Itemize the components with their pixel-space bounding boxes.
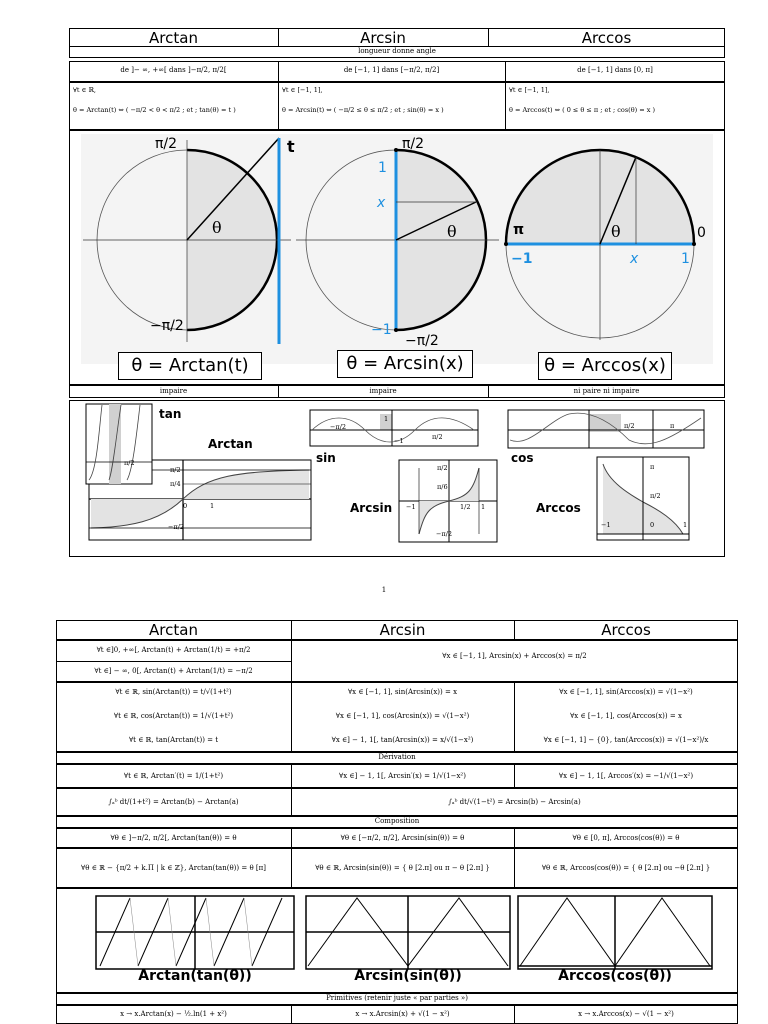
trig-arctan-sin: ∀t ∈ ℝ, sin(Arctan(t)) = t/√(1+t²)	[115, 688, 232, 696]
derivative-arccos: ∀x ∈] − 1, 1[, Arccos′(x) = −1/√(1−x²)	[558, 772, 694, 780]
arcsin-sin-plot	[306, 896, 510, 969]
cos-tick-pi: π	[670, 422, 675, 430]
composition-arcsin-a: ∀θ ∈ [−π/2, π/2], Arcsin(sin(θ)) = θ	[340, 834, 465, 842]
composition-title: Composition	[374, 817, 420, 825]
arccos-tick-pi2: π/2	[650, 492, 661, 500]
arccos-x-label: x	[630, 251, 639, 267]
arctan-theta-label: θ	[212, 218, 222, 237]
arccos-tick-0: 0	[650, 521, 655, 529]
p2-header-arcsin: Arcsin	[379, 621, 426, 639]
integral-arcsin: ∫ₐᵇ dt/√(1−t²) = Arcsin(b) − Arcsin(a)	[448, 798, 581, 806]
primitive-arccos: x → x.Arccos(x) − √(1 − x²)	[578, 1010, 674, 1018]
arctan-tick-mpi2: −π/2	[168, 523, 185, 531]
def-arccos-l2: θ = Arccos(t) ⇔ ( 0 ≤ θ ≤ π ; et ; cos(θ) = x )	[509, 106, 655, 114]
arcsin-theta-label: θ	[447, 222, 457, 241]
derivative-arctan: ∀t ∈ ℝ, Arctan′(t) = 1/(1+t²)	[123, 772, 224, 780]
def-arctan-l1: ∀t ∈ ℝ,	[73, 86, 96, 94]
subtitle: longueur donne angle	[358, 47, 436, 55]
arctan-tick-pi2: π/2	[170, 466, 181, 474]
sin-tick-m1: −1	[394, 437, 404, 445]
composition-arctan-a: ∀θ ∈ ]−π/2, π/2[, Arctan(tan(θ)) = θ	[110, 834, 237, 842]
caption-arcsin-sin: Arcsin(sin(θ))	[354, 968, 462, 984]
parity-arctan: impaire	[159, 387, 188, 395]
parity-arcsin: impaire	[369, 387, 397, 395]
sin-tick-mpi2: −π/2	[330, 423, 347, 431]
trig-arccos-cos: ∀x ∈ [−1, 1], cos(Arccos(x)) = x	[570, 712, 682, 720]
arccos-graph	[597, 457, 689, 540]
caption-arctan: θ = Arctan(t)	[118, 352, 262, 380]
identity-arctan-neg: ∀t ∈] − ∞, 0[, Arctan(t) + Arctan(1/t) = −π/2	[94, 667, 253, 675]
cos-graph	[508, 410, 704, 448]
arcsin-tick-half: 1/2	[460, 503, 471, 511]
arcsin-tick-m1: −1	[406, 503, 416, 511]
identity-arcsin-arccos: ∀x ∈ [−1, 1], Arcsin(x) + Arccos(x) = π/2	[442, 652, 587, 660]
p2-header-arccos: Arccos	[601, 621, 651, 639]
primitive-arcsin: x → x.Arcsin(x) + √(1 − x²)	[355, 1010, 450, 1018]
p2-header-arctan: Arctan	[149, 621, 198, 639]
arctan-tick-pi4: π/4	[170, 480, 181, 488]
label-arctan: Arctan	[208, 437, 253, 451]
caption-arccos-cos: Arccos(cos(θ))	[558, 968, 672, 984]
arctan-t-label: t	[287, 137, 295, 156]
arcsin-tick-pi2: π/2	[437, 464, 448, 472]
derivation-title: Dérivation	[378, 753, 416, 761]
cos-tick-pi2: π/2	[624, 422, 635, 430]
arcsin-bottom-label: −π/2	[405, 333, 439, 349]
arccos-zero-label: 0	[697, 225, 706, 241]
arcsin-tick-1: 1	[481, 503, 486, 511]
header-arccos: Arccos	[581, 29, 632, 47]
arccos-pi-label: π	[513, 222, 525, 238]
arccos-cos-plot	[518, 896, 712, 969]
arccos-tick-1: 1	[683, 521, 688, 529]
parity-arccos: ni paire ni impaire	[573, 387, 640, 395]
trig-arcsin-tan: ∀x ∈] − 1, 1[, tan(Arcsin(x)) = x/√(1−x²)	[331, 736, 474, 744]
label-tan: tan	[159, 407, 182, 421]
arctan-bottom-label: −π/2	[150, 318, 184, 334]
label-arcsin: Arcsin	[350, 501, 393, 515]
domain-arccos: de [−1, 1] dans [0, π]	[577, 66, 653, 74]
def-arccos-l1: ∀t ∈ [−1, 1],	[509, 86, 550, 94]
label-arccos: Arccos	[536, 501, 581, 515]
composition-arccos-a: ∀θ ∈ [0, π], Arccos(cos(θ)) = θ	[572, 834, 680, 842]
arcsin-top-label: π/2	[402, 136, 425, 152]
arccos-tick-pi: π	[650, 463, 655, 471]
caption-arcsin: θ = Arcsin(x)	[337, 350, 473, 378]
def-arctan-l2: θ = Arctan(t) ⇔ ( −π/2 < θ < π/2 ; et ; tan(θ) = t )	[73, 106, 236, 114]
composition-arccos-b: ∀θ ∈ ℝ, Arccos(cos(θ)) = { θ [2.π] ou −θ [2.π] }	[541, 864, 711, 872]
arcsin-tick-pi6: π/6	[437, 483, 448, 491]
primitives-title: Primitives (retenir juste « par parties »)	[326, 994, 468, 1002]
integral-arctan: ∫ₐᵇ dt/(1+t²) = Arctan(b) − Arctan(a)	[108, 798, 239, 806]
domain-arcsin: de [−1, 1] dans [−π/2, π/2]	[343, 66, 440, 74]
tan-graph	[86, 404, 152, 484]
tan-tick: π/2	[124, 459, 135, 467]
arccos-one-label: 1	[681, 251, 690, 267]
sin-tick-pi2: π/2	[432, 433, 443, 441]
identity-arctan-pos: ∀t ∈]0, +∞[, Arctan(t) + Arctan(1/t) = +π/2	[96, 646, 251, 654]
trig-arcsin-sin: ∀x ∈ [−1, 1], sin(Arcsin(x)) = x	[347, 688, 458, 696]
composition-arctan-b: ∀θ ∈ ℝ − {π/2 + k.Π | k ∈ ℤ}, Arctan(tan(θ)) = θ [π]	[81, 864, 266, 872]
def-arcsin-l1: ∀t ∈ [−1, 1],	[282, 86, 323, 94]
arctan-top-label: π/2	[155, 136, 178, 152]
derivative-arcsin: ∀x ∈] − 1, 1[, Arcsin′(x) = 1/√(1−x²)	[339, 772, 466, 780]
arctan-tan-plot	[96, 896, 294, 969]
primitive-arctan: x → x.Arctan(x) − ½.ln(1 + x²)	[120, 1010, 227, 1018]
def-arcsin-l2: θ = Arcsin(t) ⇔ ( −π/2 ≤ θ ≤ π/2 ; et ; sin(θ) = x )	[282, 106, 444, 114]
label-cos: cos	[511, 451, 534, 465]
trig-arctan-tan: ∀t ∈ ℝ, tan(Arctan(t)) = t	[128, 736, 219, 744]
arctan-tick-1: 1	[210, 502, 215, 510]
arccos-tick-m1: −1	[601, 521, 611, 529]
label-sin: sin	[316, 451, 336, 465]
caption-arctan-tan: Arctan(tan(θ))	[138, 968, 252, 984]
arcsin-one-label: 1	[378, 160, 387, 176]
header-arctan: Arctan	[149, 29, 198, 47]
arccos-minus-one-label: −1	[511, 251, 533, 267]
arctan-tick-0: 0	[183, 502, 188, 510]
sin-tick-1: 1	[384, 415, 389, 423]
trig-arcsin-cos: ∀x ∈ [−1, 1], cos(Arcsin(x)) = √(1−x²)	[335, 712, 470, 720]
trig-arccos-sin: ∀x ∈ [−1, 1], sin(Arccos(x)) = √(1−x²)	[559, 688, 693, 696]
page-number: 1	[381, 586, 387, 594]
trig-arctan-cos: ∀t ∈ ℝ, cos(Arctan(t)) = 1/√(1+t²)	[113, 712, 234, 720]
header-arcsin: Arcsin	[360, 29, 406, 47]
domain-arctan: de ]− ∞, +∞[ dans ]−π/2, π/2[	[120, 66, 227, 74]
arcsin-tick-mpi2: −π/2	[436, 530, 453, 538]
arccos-theta-label: θ	[611, 222, 621, 241]
unit-circles-figure	[69, 130, 725, 385]
trig-arccos-tan: ∀x ∈ [−1, 1] − {0}, tan(Arccos(x)) = √(1−x²)/x	[543, 736, 709, 744]
arcsin-x-label: x	[377, 195, 386, 211]
caption-arccos: θ = Arccos(x)	[538, 352, 672, 380]
arcsin-minus-one-label: −1	[371, 322, 392, 338]
composition-arcsin-b: ∀θ ∈ ℝ, Arcsin(sin(θ)) = { θ [2.π] ou π − θ [2.π] }	[315, 864, 490, 872]
